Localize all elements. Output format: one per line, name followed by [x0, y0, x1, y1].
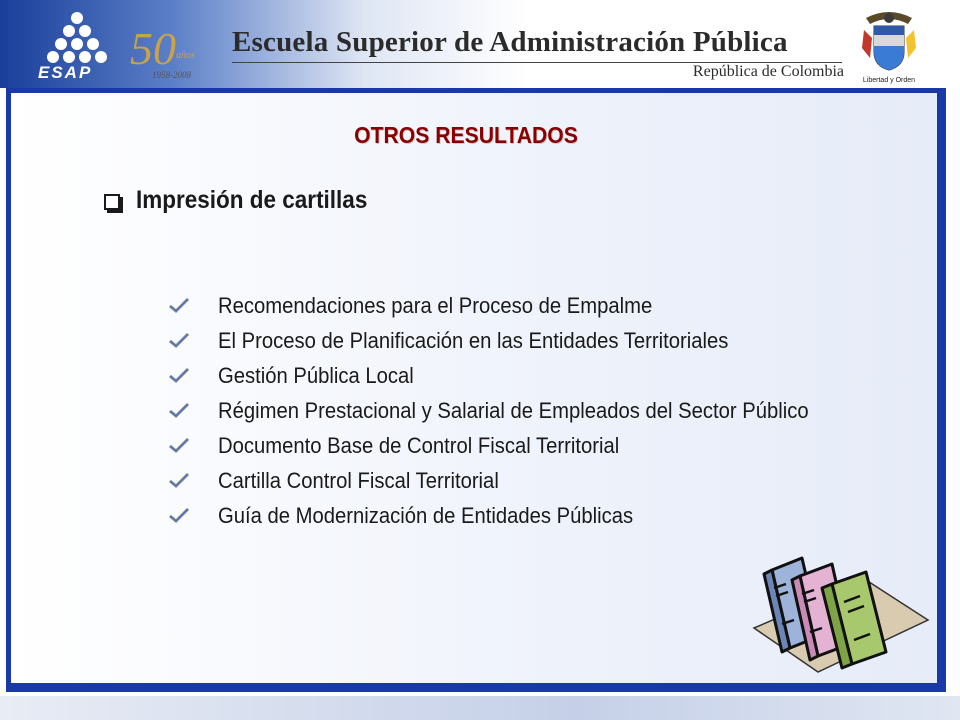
header-bar [0, 0, 960, 88]
list-item-text: Gestión Pública Local [218, 363, 414, 388]
list-item [168, 498, 848, 533]
list-item-text: Régimen Prestacional y Salarial de Empleados del Sector Público [218, 398, 809, 423]
pen-check-icon [168, 436, 190, 454]
list-item-text: Cartilla Control Fiscal Territorial [218, 468, 499, 493]
pen-check-icon [168, 401, 190, 419]
anniversary-logo [130, 24, 214, 82]
cartillas-list [168, 288, 848, 533]
list-item [168, 323, 848, 358]
list-item [168, 463, 848, 498]
institution-name: Escuela Superior de Administración Pública [232, 26, 788, 58]
list-item [168, 288, 848, 323]
country-name: República de Colombia [692, 63, 844, 80]
crest-motto: Libertad y Orden [862, 77, 916, 84]
slide-title: OTROS RESULTADOS [354, 122, 578, 148]
list-item-text: Recomendaciones para el Proceso de Empalme [218, 293, 653, 318]
list-item [168, 393, 848, 428]
list-item [168, 428, 848, 463]
pen-check-icon [168, 506, 190, 524]
pen-check-icon [168, 296, 190, 314]
pen-check-icon [168, 331, 190, 349]
books-illustration [748, 540, 932, 680]
list-item-text: Guía de Modernización de Entidades Públicas [218, 503, 634, 528]
anniversary-years: 1958-2008 [152, 70, 191, 80]
pen-check-icon [168, 471, 190, 489]
anniversary-word: años [176, 50, 195, 61]
list-item [168, 358, 848, 393]
section-heading [104, 186, 393, 215]
anniversary-number: 50 [130, 24, 176, 74]
checkbox-icon [104, 194, 120, 210]
footer-strip [0, 696, 960, 720]
section-label: Impresión de cartillas [136, 186, 368, 214]
list-item-text: El Proceso de Planificación en las Entidades Territoriales [218, 328, 729, 353]
esap-logo-text: ESAP [38, 63, 93, 82]
list-item-text: Documento Base de Control Fiscal Territorial [218, 433, 620, 458]
colombia-coat-of-arms [858, 8, 920, 86]
pen-check-icon [168, 366, 190, 384]
